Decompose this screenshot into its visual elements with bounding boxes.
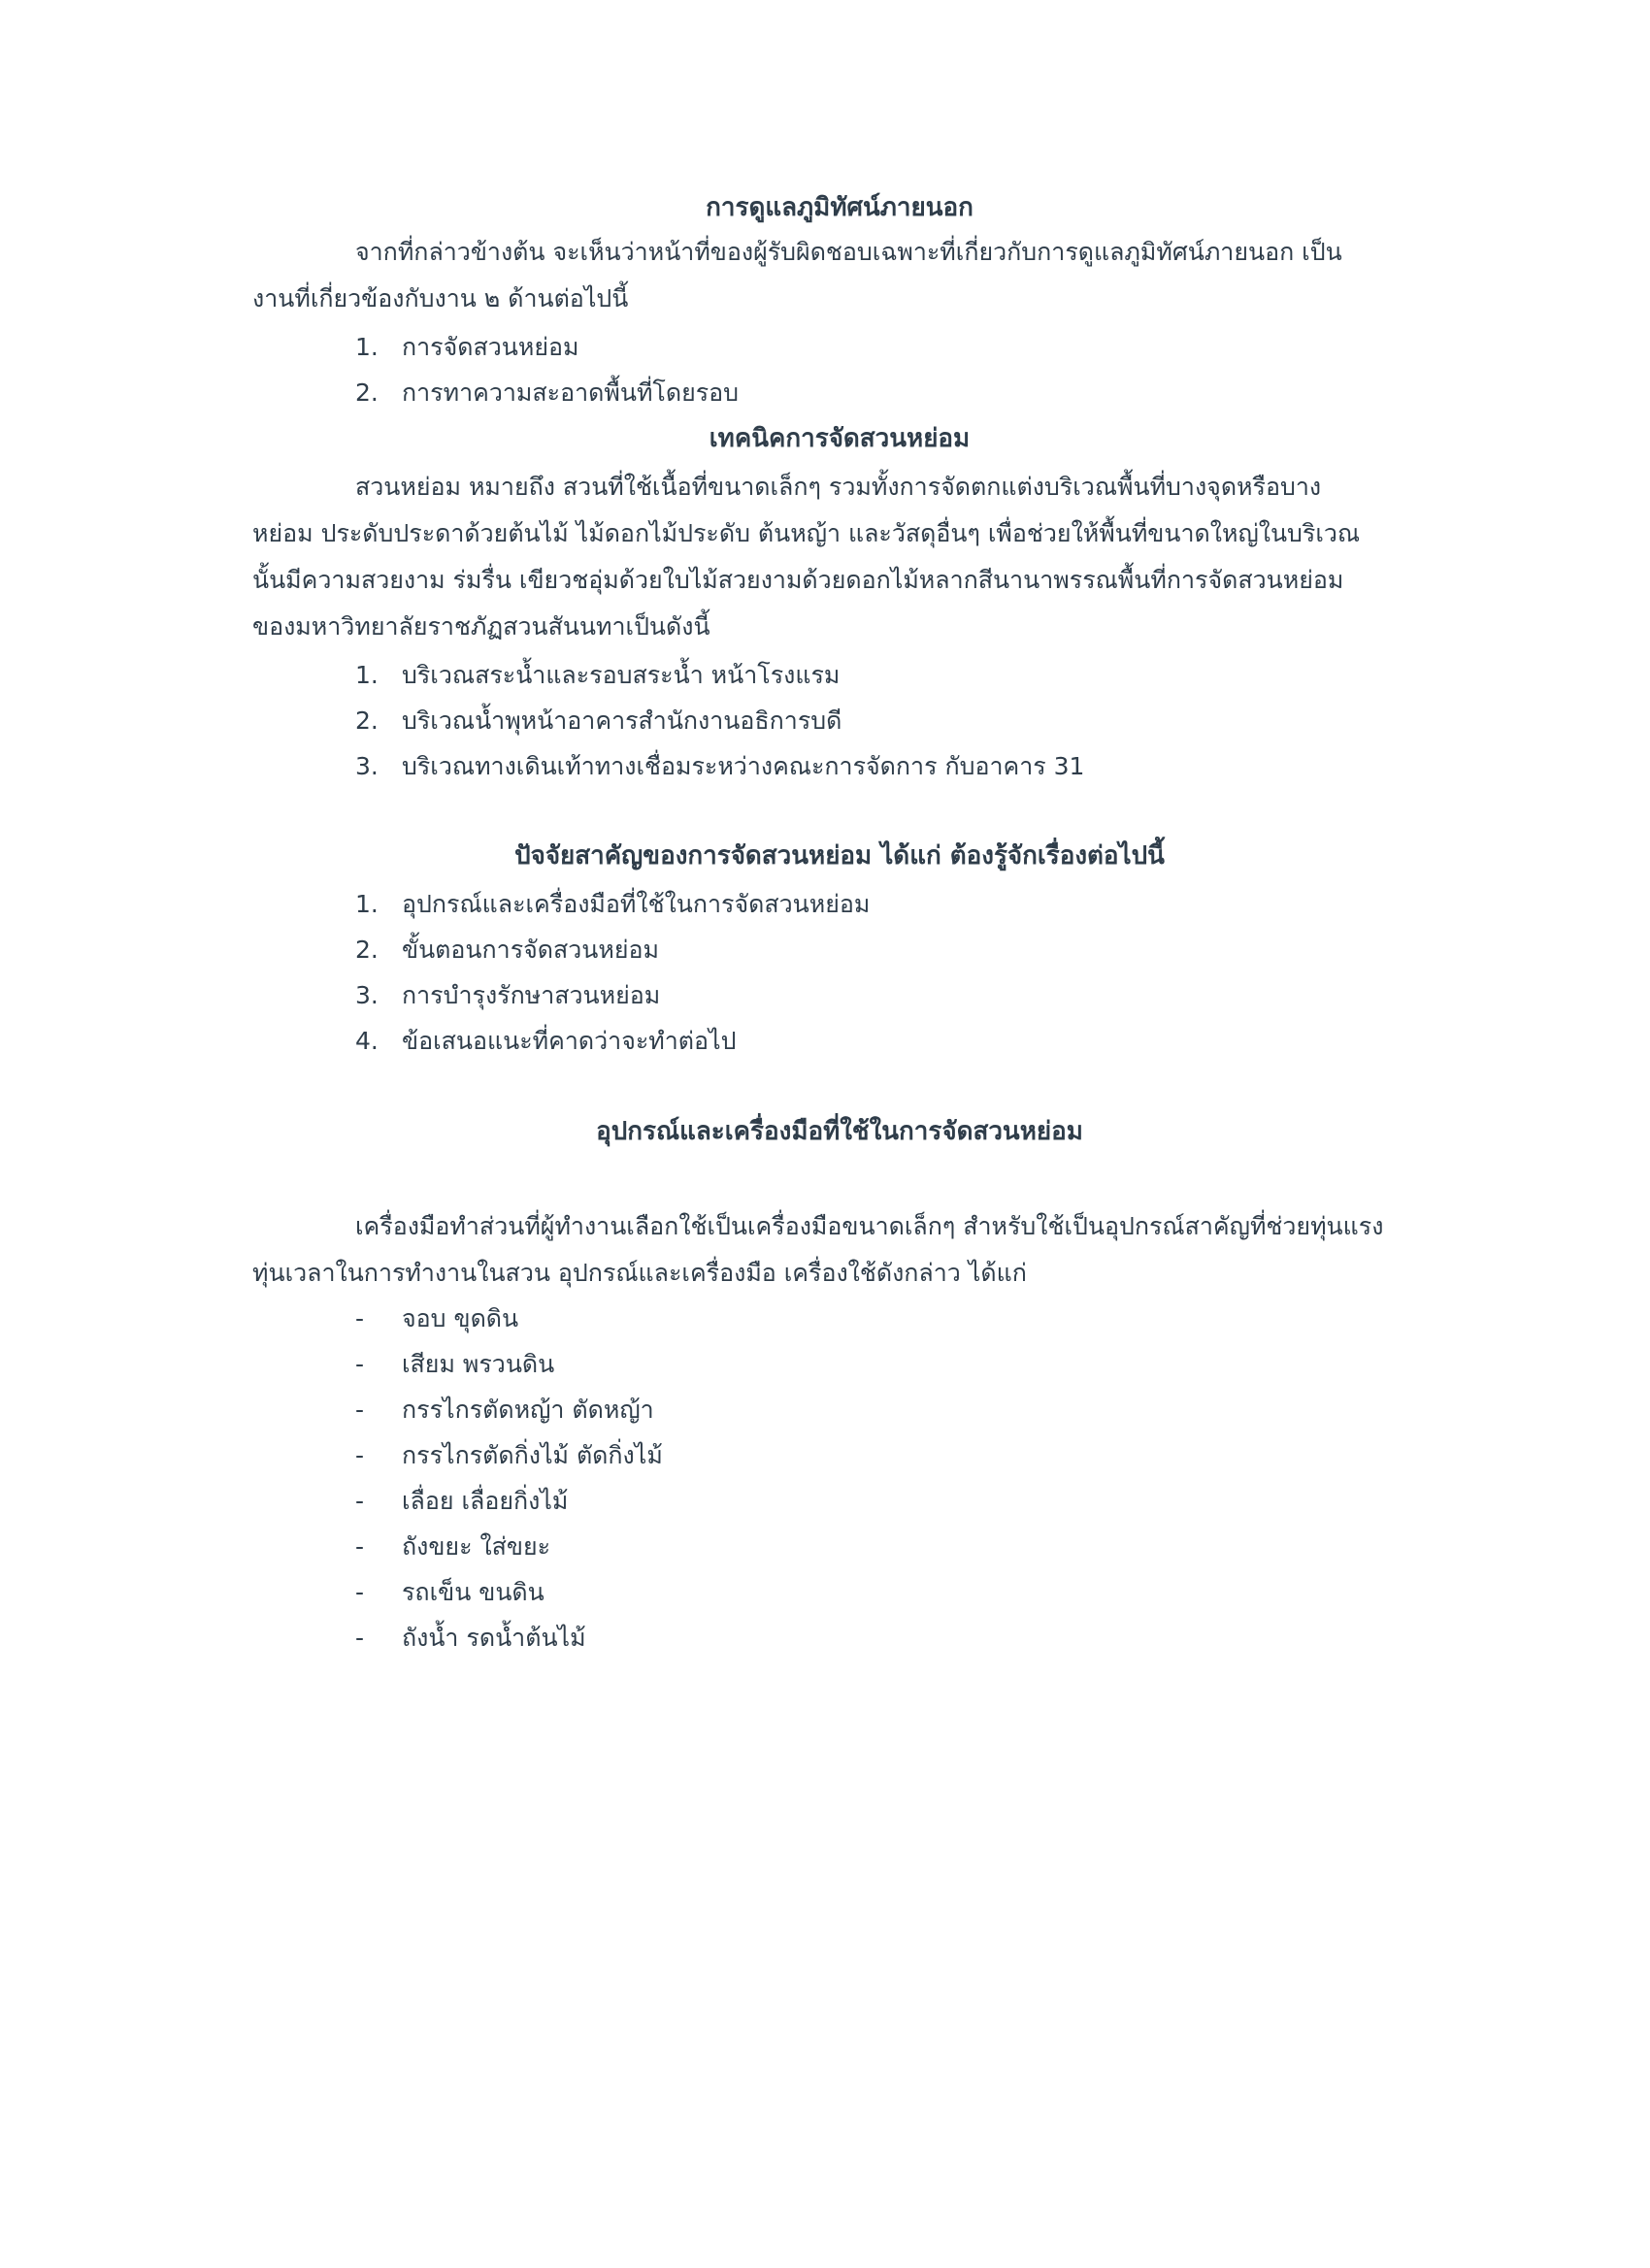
factors-list-item xyxy=(355,1022,736,1061)
list-item-text: เสียม พรวนดิน xyxy=(402,1350,555,1378)
list-marker: - xyxy=(355,1396,365,1424)
list-item-text: บริเวณน้ำพุหน้าอาคารสำนักงานอธิการบดี xyxy=(402,707,842,735)
list-item-text: การจัดสวนหย่อม xyxy=(402,333,579,361)
list-marker: - xyxy=(355,1350,365,1378)
technique-intro-line-3: นั้นมีความสวยงาม ร่มรื่น เขียวชอุ่มด้วยใบไม้สวยงามด้วยดอกไม้หลากสีนานาพรรณพื้นที่การจัดสวนหย่อม xyxy=(252,566,1344,594)
list-marker: 4. xyxy=(355,1027,379,1055)
list-marker: - xyxy=(355,1487,365,1515)
tools-intro-line-1: เครื่องมือทำส่วนที่ผู้ทำงานเลือกใช้เป็นเครื่องมือขนาดเล็กๆ สำหรับใช้เป็นอุปกรณ์สาคัญที่ช่วยทุ่นแรง xyxy=(355,1212,1384,1240)
technique-intro-line-2: หย่อม ประดับประดาด้วยต้นไม้ ไม้ดอกไม้ประดับ ต้นหญ้า และวัสดุอื่นๆ เพื่อช่วยให้พื้นที่ขนาดใหญ่ในบริเวณ xyxy=(252,519,1361,547)
list-item-text: ถังขยะ ใส่ขยะ xyxy=(402,1532,551,1561)
list-item-text: จอบ ขุดดิน xyxy=(402,1304,519,1332)
list-item-text: การทาความสะอาดพื้นที่โดยรอบ xyxy=(402,378,740,407)
technique-list-item xyxy=(355,656,840,695)
list-marker: 1. xyxy=(355,333,379,361)
list-item-text: บริเวณสระน้ำและรอบสระน้ำ หน้าโรงแรม xyxy=(402,661,841,689)
tools-list-item xyxy=(355,1436,663,1475)
tools-list-item xyxy=(355,1619,586,1658)
list-marker: 1. xyxy=(355,661,379,689)
list-item-text: ขั้นตอนการจัดสวนหย่อม xyxy=(402,936,660,964)
list-item-text: กรรไกรตัดหญ้า ตัดหญ้า xyxy=(402,1396,654,1424)
tools-list-item xyxy=(355,1573,544,1612)
technique-intro-line-1: สวนหย่อม หมายถึง สวนที่ใช้เนื้อที่ขนาดเล็กๆ รวมทั้งการจัดตกแต่งบริเวณพื้นที่บางจุดหรือบาง xyxy=(355,473,1322,501)
tools-list-item xyxy=(355,1299,518,1338)
list-marker: 3. xyxy=(355,981,379,1009)
technique-intro-line-4: ของมหาวิทยาลัยราชภัฏสวนสันนทาเป็นดังนี้ xyxy=(252,612,710,641)
tools-list-item xyxy=(355,1391,654,1430)
list-item-text: ถังน้ำ รดน้ำต้นไม้ xyxy=(402,1624,586,1652)
list-item-text: บริเวณทางเดินเท้าทางเชื่อมระหว่างคณะการจัดการ กับอาคาร 31 xyxy=(402,752,1085,780)
care-intro-line-1: จากที่กล่าวข้างต้น จะเห็นว่าหน้าที่ของผู้รับผิดชอบเฉพาะที่เกี่ยวกับการดูแลภูมิทัศน์ภายนอก เป็น xyxy=(355,238,1342,266)
list-item-text: กรรไกรตัดกิ่งไม้ ตัดกิ่งไม้ xyxy=(402,1441,663,1469)
list-item-text: อุปกรณ์และเครื่องมือที่ใช้ในการจัดสวนหย่อม xyxy=(402,890,871,918)
care-list-item xyxy=(355,374,739,412)
list-marker: - xyxy=(355,1624,365,1652)
tools-list-item xyxy=(355,1482,568,1521)
list-item-text: รถเข็น ขนดิน xyxy=(402,1578,544,1606)
care-heading: การดูแลภูมิทัศน์ภายนอก xyxy=(706,193,974,222)
list-marker: 3. xyxy=(355,752,379,780)
care-list-item xyxy=(355,328,579,367)
factors-list-item xyxy=(355,931,659,970)
list-marker: - xyxy=(355,1532,365,1561)
technique-list-item xyxy=(355,702,842,740)
list-marker: - xyxy=(355,1304,365,1332)
list-marker: 2. xyxy=(355,378,379,407)
list-item-text: เลื่อย เลื่อยกิ่งไม้ xyxy=(402,1487,569,1515)
list-item-text: ข้อเสนอแนะที่คาดว่าจะทำต่อไป xyxy=(402,1027,737,1055)
list-marker: 2. xyxy=(355,707,379,735)
factors-heading: ปัจจัยสาคัญของการจัดสวนหย่อม ได้แก่ ต้องรู้จักเรื่องต่อไปนี้ xyxy=(514,841,1165,871)
technique-heading: เทคนิคการจัดสวนหย่อม xyxy=(709,424,971,453)
list-marker: 1. xyxy=(355,890,379,918)
list-marker: - xyxy=(355,1578,365,1606)
tools-intro xyxy=(252,1203,1427,1297)
list-item-text: การบำรุงรักษาสวนหย่อม xyxy=(402,981,661,1009)
tools-heading: อุปกรณ์และเครื่องมือที่ใช้ในการจัดสวนหย่อม xyxy=(596,1117,1083,1146)
list-marker: - xyxy=(355,1441,365,1469)
tools-list-item xyxy=(355,1528,550,1566)
factors-list-item xyxy=(355,885,870,924)
tools-list-item xyxy=(355,1345,554,1384)
care-intro xyxy=(252,229,1427,322)
list-marker: 2. xyxy=(355,936,379,964)
care-intro-line-2: งานที่เกี่ยวข้องกับงาน ๒ ด้านต่อไปนี้ xyxy=(252,284,629,312)
factors-list-item xyxy=(355,976,660,1015)
technique-list-item xyxy=(355,747,1084,786)
technique-intro xyxy=(252,464,1427,650)
tools-intro-line-2: ทุ่นเวลาในการทำงานในสวน อุปกรณ์และเครื่องมือ เครื่องใช้ดังกล่าว ได้แก่ xyxy=(252,1259,1027,1287)
